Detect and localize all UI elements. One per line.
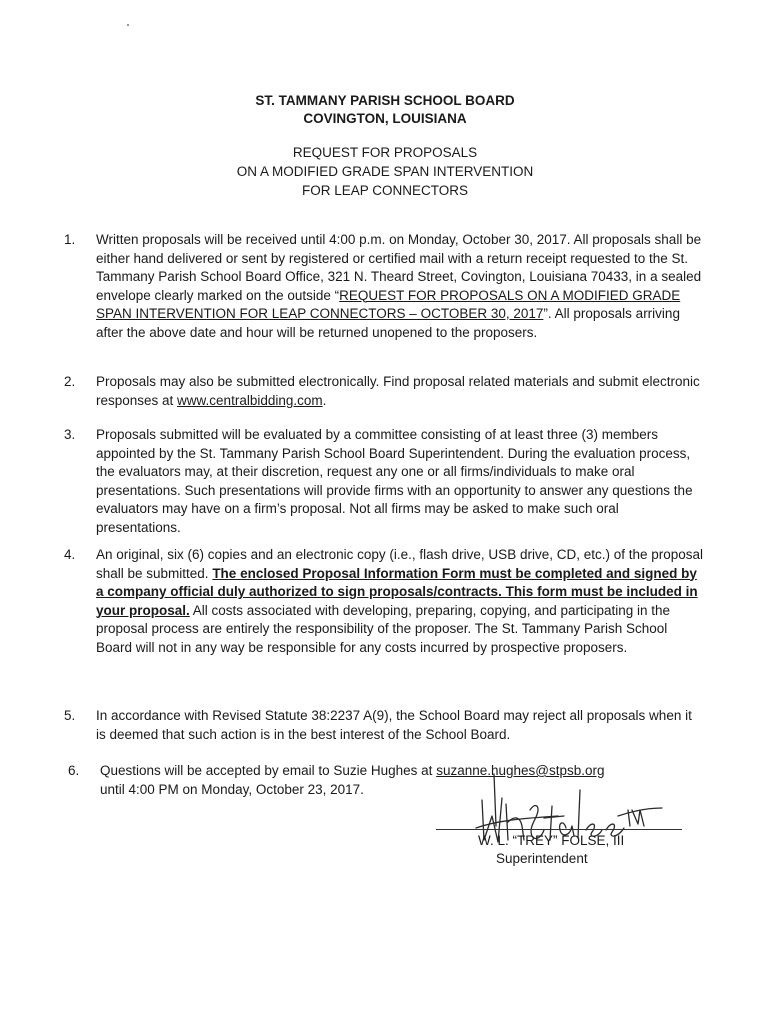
- header-location: COVINGTON, LOUISIANA: [303, 111, 467, 126]
- item-body: [96, 373, 704, 410]
- scan-speck: [127, 24, 129, 26]
- item-text: Proposals may also be submitted electronically. Find proposal related materials and submit electronic responses at: [96, 374, 700, 408]
- item-body: [96, 231, 704, 342]
- proposal-form-requirement: The enclosed Proposal Information Form must be completed and signed by a company official duly authorized to sign proposals/contracts. This form must be included in your proposal.: [96, 565, 698, 618]
- item-number: 5.: [64, 708, 76, 723]
- item-text: Questions will be accepted by email to Suzie Hughes at: [100, 763, 437, 778]
- item-body: [96, 426, 704, 537]
- item-text-tail: until 4:00 PM on Monday, October 23, 2017.: [100, 781, 364, 797]
- item-number: 6.: [68, 763, 80, 778]
- item-number: 3.: [64, 427, 76, 442]
- list-item-5: [64, 707, 704, 744]
- list-item-4: [64, 546, 704, 657]
- item-text-tail: ”. All proposals arriving after the above date and hour will be returned unopened to the proposers.: [96, 306, 680, 340]
- header-org: ST. TAMMANY PARISH SCHOOL BOARD: [255, 93, 515, 108]
- item-text: Written proposals will be received until 4:00 p.m. on Monday, October 30, 2017. All proposals shall be either hand delivered or sent by registered or certified mail with a return receipt requested to the St. Tammany Parish School Board Office, 321 N. Theard Street, Covington, Louisiana 70433, in a sealed envelope clearly marked on the outside “: [96, 232, 702, 303]
- list-item-1: [64, 231, 704, 342]
- envelope-marking: REQUEST FOR PROPOSALS ON A MODIFIED GRADE SPAN INTERVENTION FOR LEAP CONNECTORS – OCTOBER 30, 2017: [96, 287, 681, 321]
- title-line-1: REQUEST FOR PROPOSALS: [292, 145, 478, 160]
- document-title: [0, 143, 770, 200]
- document-header: [0, 92, 770, 128]
- list-item-3: [64, 426, 704, 537]
- item-number: 1.: [64, 232, 76, 247]
- item-text: In accordance with Revised Statute 38:2237 A(9), the School Board may reject all proposals when it is deemed that such action is in the best interest of the School Board.: [96, 708, 692, 742]
- item-body: [96, 546, 704, 657]
- signer-title: Superintendent: [496, 851, 588, 866]
- signer-name: W. L. “TREY” FOLSE, III: [478, 833, 625, 848]
- item-number: 2.: [64, 374, 76, 389]
- signature-line: [436, 829, 682, 830]
- item-body: [96, 707, 704, 744]
- title-line-3: FOR LEAP CONNECTORS: [301, 183, 469, 198]
- list-item-2: [64, 373, 704, 410]
- centralbidding-link[interactable]: www.centralbidding.com: [177, 392, 323, 408]
- email-link[interactable]: suzanne.hughes@stpsb.org: [436, 763, 605, 778]
- item-number: 4.: [64, 547, 76, 562]
- item-text: An original, six (6) copies and an electronic copy (i.e., flash drive, USB drive, CD, etc.) of the proposal shall be submitted.: [96, 547, 704, 581]
- item-text-tail: .: [322, 392, 327, 408]
- item-text: Proposals submitted will be evaluated by a committee consisting of at least three (3) members appointed by the St. Tammany Parish School Board Superintendent. During the evaluation process, the evaluators may, at their discretion, request any one or all firms/individuals to make oral presentations. Such presentations will provide firms with an opportunity to answer any questions the evaluators may have on a firm’s proposal. Not all firms may be asked to make such oral presentations.: [96, 427, 693, 535]
- item-text-tail: All costs associated with developing, preparing, copying, and participating in the proposal process are entirely the responsibility of the proposer. The St. Tammany Parish School Board will not in any way be responsible for any costs incurred by prospective proposers.: [96, 602, 671, 655]
- title-line-2: ON A MODIFIED GRADE SPAN INTERVENTION: [236, 164, 534, 179]
